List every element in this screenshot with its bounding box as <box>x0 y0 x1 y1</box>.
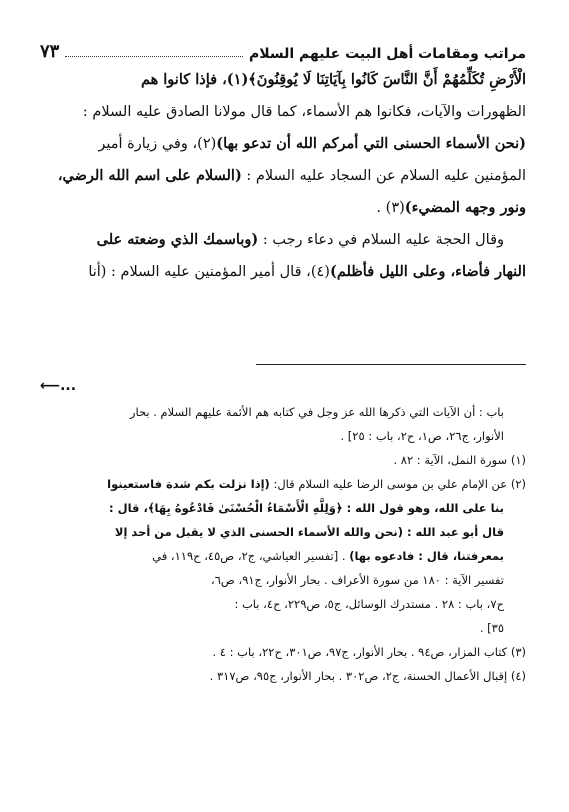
footnote-quote: بمعرفتنا، قال : فادعوه بها) <box>349 549 504 563</box>
footnote-ref: (٣) . <box>376 200 405 216</box>
footnote-line: تفسير الآية : ١٨٠ من سورة الأعراف . بحار الأنوار، ج٩١، ص٦، <box>211 573 504 587</box>
body-line: الظهورات والآيات، فكانوا هم الأسماء، كما قال مولانا الصادق عليه السلام : <box>82 104 526 120</box>
body-line: (٢)، وفي زيارة أمير <box>98 136 217 152</box>
body-line: (٤)، قال أمير المؤمنين عليه السلام : (أنا <box>88 264 330 280</box>
page-number: ٧٣ <box>40 41 60 62</box>
footnote-1: (١) سورة النمل، الآية : ٨٢ . <box>393 453 526 467</box>
footnote-line: . [تفسير العياشي، ج٢، ص٤٥، ح١١٩، في <box>152 549 350 563</box>
footnote-quote: بنا على الله، وهو قول الله : ﴿وَلِلَّهِ الْأَسْمَاءُ الْحُسْنَىٰ فَادْعُوهُ بِهَا﴾، قال : <box>109 501 504 515</box>
footnote-line: (٢) عن الإمام علي بن موسى الرضا عليه السلام قال: <box>269 477 526 491</box>
footnote-4: (٤) إقبال الأعمال الحسنة، ج٢، ص٣٠٢ . بحار الأنوار، ج٩٥، ص٣١٧ . <box>209 669 526 683</box>
body-line: وقال الحجة عليه السلام في دعاء رجب : <box>258 232 504 248</box>
header-dotted-leader <box>65 55 243 57</box>
running-header <box>40 38 526 62</box>
continuation-arrow: ⟵... <box>40 378 77 394</box>
main-text <box>40 64 526 288</box>
footnote-line: الأنوار، ج٢٦، ص١، ح٢، باب : ٢٥] . <box>340 429 504 443</box>
footnote-line: ٣٥] . <box>479 621 504 635</box>
ziyara-quote: (السلام على اسم الله الرضي، <box>57 167 242 184</box>
dua-quote: النهار فأضاء، وعلى الليل فأظلم) <box>329 263 526 280</box>
ziyara-quote: ونور وجهه المضيء) <box>404 199 526 216</box>
header-title: مراتب ومقامات أهل البيت عليهم السلام <box>248 46 526 62</box>
footnote-line: ح٧، باب : ٢٨ . مستدرك الوسائل، ج٥، ص٢٢٩، ح٤، باب : <box>234 597 504 611</box>
paragraph-2 <box>40 224 526 288</box>
quran-verse-end: الْأَرْضِ تُكَلِّمُهُمْ أَنَّ النَّاسَ كَانُوا بِآيَاتِنَا لَا يُوقِنُونَ﴾(١)، فإذا كانوا هم <box>140 71 526 88</box>
footnote-quote: (إذا نزلت بكم شدة فاستعينوا <box>107 477 270 491</box>
footnote-3: (٣) كتاب المزار، ص٩٤ . بحار الأنوار، ج٩٧، ص٣٠١، ح٢٢، باب : ٤ . <box>212 645 526 659</box>
hadith-quote: (نحن الأسماء الحسنى التي أمركم الله أن تدعو بها) <box>216 135 526 152</box>
body-line: المؤمنين عليه السلام عن السجاد عليه السلام : <box>241 168 526 184</box>
footnote-2 <box>40 472 526 640</box>
dua-quote: (وباسمك الذي وضعته على <box>96 231 259 248</box>
footnotes <box>40 400 526 688</box>
footnote-quote: قال أبو عبد الله : (نحن والله الأسماء الحسنى الذي لا يقبل من أحد إلا <box>114 525 504 539</box>
paragraph-1 <box>40 64 526 224</box>
footnote-line: باب : أن الآيات التي ذكرها الله عز وجل في كتابه هم الأئمة عليهم السلام . بحار <box>129 405 504 419</box>
footnote-separator <box>256 364 526 365</box>
footnote-carryover <box>40 400 526 448</box>
